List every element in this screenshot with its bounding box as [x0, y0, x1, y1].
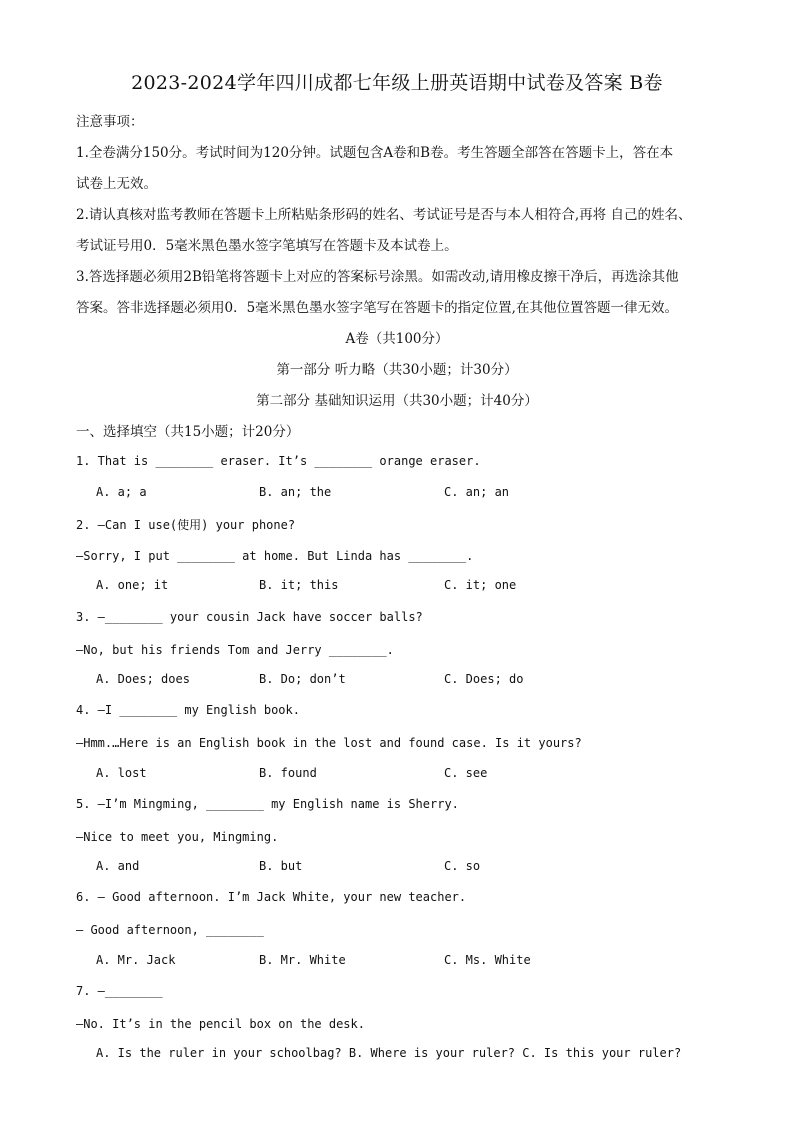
question-3-option-c: C. Does; do — [444, 672, 524, 686]
question-1-line-1: 1. That is ________ eraser. It’s ________ orange eraser. — [76, 454, 481, 468]
question-7-line-2: —No. It’s in the pencil box on the desk. — [76, 1017, 365, 1031]
notice-item-1-line-1: 1.全卷满分150分。考试时间为120分钟。试题包含A卷和B卷。考生答题全部答在答题卡上，答在本 — [76, 145, 674, 161]
question-4-option-c: C. see — [444, 766, 488, 780]
notice-item-3-line-2: 答案。答非选择题必须用0．5毫米黑色墨水签字笔写在答题卡的指定位置,在其他位置答题一律无效。 — [76, 300, 678, 316]
question-3-line-1: 3. —________ your cousin Jack have soccer balls? — [76, 610, 423, 624]
question-5-option-c: C. so — [444, 859, 481, 873]
notice-item-2-line-2: 考试证号用0．5毫米黑色墨水签字笔填写在答题卡及本试卷上。 — [76, 238, 458, 254]
question-2-option-a: A. one; it — [96, 578, 169, 592]
question-4-line-1: 4. —I ________ my English book. — [76, 703, 300, 717]
notice-item-1-line-2: 试卷上无效。 — [76, 176, 157, 192]
part-1-heading: 第一部分 听力略（共30小题；计30分） — [276, 362, 518, 378]
question-7-line-1: 7. —________ — [76, 984, 163, 998]
question-5-line-2: —Nice to meet you, Mingming. — [76, 830, 279, 844]
part-2-heading: 第二部分 基础知识运用（共30小题；计40分） — [256, 393, 538, 409]
notice-heading: 注意事项： — [76, 114, 144, 130]
question-3-option-b: B. Do; don’t — [259, 672, 346, 686]
question-5-line-1: 5. —I’m Mingming, ________ my English name is Sherry. — [76, 797, 459, 811]
question-7-options: A. Is the ruler in your schoolbag? B. Where is your ruler? C. Is this your ruler? — [96, 1046, 682, 1060]
question-6-line-2: — Good afternoon, ________ — [76, 923, 264, 937]
question-5-option-b: B. but — [259, 859, 303, 873]
question-2-option-b: B. it; this — [259, 578, 339, 592]
subsection-1-heading: 一、选择填空（共15小题；计20分） — [76, 424, 300, 440]
question-3-line-2: —No, but his friends Tom and Jerry ________. — [76, 643, 394, 657]
question-1-option-b: B. an; the — [259, 485, 332, 499]
question-6-line-1: 6. — Good afternoon. I’m Jack White, your new teacher. — [76, 890, 467, 904]
question-3-option-a: A. Does; does — [96, 672, 190, 686]
notice-item-3-line-1: 3.答选择题必须用2B铅笔将答题卡上对应的答案标号涂黑。如需改动,请用橡皮擦干净后，再选涂其他 — [76, 269, 679, 285]
question-4-option-a: A. lost — [96, 766, 147, 780]
page-title: 2023-2024学年四川成都七年级上册英语期中试卷及答案 B卷 — [131, 72, 663, 94]
question-1-option-a: A. a; a — [96, 485, 147, 499]
question-6-option-c: C. Ms. White — [444, 953, 531, 967]
question-4-option-b: B. found — [259, 766, 317, 780]
question-4-line-2: —Hmm.…Here is an English book in the lost and found case. Is it yours? — [76, 736, 582, 750]
question-1-option-c: C. an; an — [444, 485, 510, 499]
question-2-line-2: —Sorry, I put ________ at home. But Linda has ________. — [76, 549, 474, 563]
question-2-line-1: 2. —Can I use(使用) your phone? — [76, 518, 296, 532]
question-2-option-c: C. it; one — [444, 578, 517, 592]
question-5-option-a: A. and — [96, 859, 140, 873]
section-a-heading: A卷（共100分） — [345, 331, 449, 347]
question-6-option-b: B. Mr. White — [259, 953, 346, 967]
question-6-option-a: A. Mr. Jack — [96, 953, 176, 967]
notice-item-2-line-1: 2.请认真核对监考教师在答题卡上所粘贴条形码的姓名、考试证号是否与本人相符合,再将 自己的姓名、 — [76, 207, 692, 223]
